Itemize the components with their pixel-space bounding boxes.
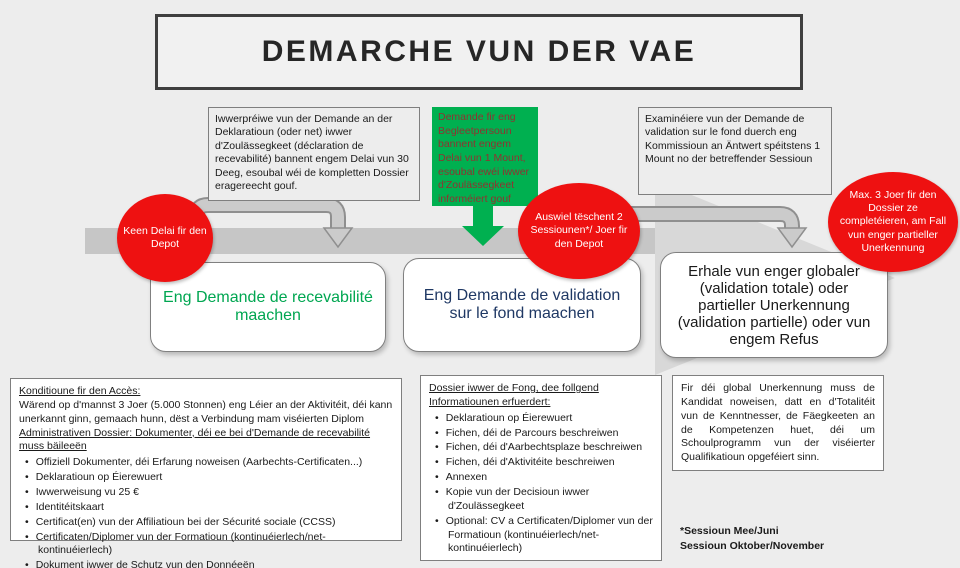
step-erhale-unerkennung bbox=[660, 252, 888, 358]
bullet-item: • Fichen, déi d'Aarbechtsplaze beschreiwen bbox=[435, 441, 653, 455]
note-begleetpersoun-text: Demande fir eng Begleetpersoun bannent engem Delai vun 1 Mount, esoubal ewéi iwwer d'Zoulässegkeet informéiert gouf bbox=[438, 111, 530, 205]
detail-dossier-fong-bullets bbox=[429, 412, 653, 557]
detail-konditioune-subheading: Administrativen Dossier: Dokumenter, déi ee bei d'Demande de recevabilité muss bäileeën bbox=[19, 426, 371, 453]
footnote-line-2: Sessioun Oktober/November bbox=[680, 539, 825, 552]
detail-dossier-fong bbox=[420, 375, 662, 561]
badge-keen-delai bbox=[117, 194, 213, 282]
note-recevabilite-check bbox=[208, 107, 420, 201]
bullet-item: • Fichen, déi d'Aktivitéite beschreiwen bbox=[435, 456, 653, 470]
title-box bbox=[155, 14, 803, 90]
bullet-item: • Certificaten/Diplomer vun der Formatioun (kontinuéierlech/net-kontinuéierlech) bbox=[25, 531, 393, 559]
detail-konditioune-bullets bbox=[19, 456, 393, 568]
step-demande-validation-label: Eng Demande de validation sur le fond maachen bbox=[423, 287, 621, 322]
detail-global-unerkennung-text: Fir déi global Unerkennung muss de Kandidat noweisen, datt en d'Totalitéit vun de Kenntnesser, de Fäegkeeten an de Kompetenzen huet, déi um Schoulprogramm vun der viséierter Qualifikatioun opgeféiert sinn. bbox=[681, 382, 875, 464]
badge-keen-delai-text: Keen Delai fir den Depot bbox=[123, 224, 207, 250]
bullet-item: • Kopie vun der Decisioun iwwer d'Zoulässegkeet bbox=[435, 486, 653, 514]
bullet-item: • Dokument iwwer de Schutz vun den Donnéeën bbox=[25, 559, 393, 568]
note-recevabilite-check-text: Iwwerpréiwe vun der Demande an der Deklaratioun (oder net) iwwer d'Zoulässegkeet (déclaration de recevabilité) bannent engem Delai vun 30 Deeg, esoubal wéi de kompletten Dossier eragereecht gouf. bbox=[215, 113, 409, 193]
footnote-sessiounen bbox=[680, 524, 900, 553]
footnote-line-1: *Sessioun Mee/Juni bbox=[680, 525, 779, 537]
detail-global-unerkennung bbox=[672, 375, 884, 471]
bullet-item: • Deklaratioun op Éierewuert bbox=[25, 471, 393, 485]
step-erhale-unerkennung-label: Erhale vun enger globaler (validation totale) oder partieller Unerkennung (validation partielle) oder vun engem Refus bbox=[677, 262, 871, 348]
detail-konditioune-paragraph: Wärend op d'mannst 3 Joer (5.000 Stonnen) eng Léier an der Aktivitéit, déi kann unerkannt ginn, gemaach hunn, dëst a Verbindung mam viséierten Diplom bbox=[19, 398, 393, 425]
badge-max-3-joer-text: Max. 3 Joer fir den Dossier ze completéieren, am Fall vun enger partieller Unerkennung bbox=[839, 189, 947, 254]
bullet-item: • Annexen bbox=[435, 471, 653, 485]
note-kommissioun bbox=[638, 107, 832, 195]
detail-konditioune-heading: Konditioune fir den Accès: bbox=[19, 385, 141, 397]
detail-konditioune bbox=[10, 378, 402, 568]
badge-auswiel-sessiounen bbox=[518, 183, 640, 279]
green-down-arrow-stem bbox=[473, 204, 493, 228]
note-begleetpersoun bbox=[432, 107, 538, 206]
bullet-item: • Offiziell Dokumenter, déi Erfarung noweisen (Aarbechts-Certificaten...) bbox=[25, 456, 393, 470]
badge-auswiel-sessiounen-text: Auswiel tëschent 2 Sessiounen*/ Joer fir den Depot bbox=[530, 211, 628, 250]
note-kommissioun-text: Examinéiere vun der Demande de validation sur le fond duerch eng Kommissioun an Äntwert spéitstens 1 Mount no der betreffender Sessioun bbox=[645, 113, 821, 166]
badge-max-3-joer bbox=[828, 172, 958, 272]
bullet-item: • Optional: CV a Certificaten/Diplomer vun der Formatioun (kontinuéierlech/net-kontinuéierlech) bbox=[435, 515, 653, 557]
bullet-item: • Deklaratioun op Éierewuert bbox=[435, 412, 653, 426]
page-title: DEMARCHE VUN DER VAE bbox=[261, 35, 697, 68]
bullet-item: • Iwwerweisung vu 25 € bbox=[25, 486, 393, 500]
step-demande-recevabilite-label: Eng Demande de recevabilité maachen bbox=[163, 289, 373, 324]
bullet-item: • Fichen, déi de Parcours beschreiwen bbox=[435, 427, 653, 441]
detail-dossier-fong-heading: Dossier iwwer de Fong, dee follgend Informatiounen erfuerdert: bbox=[429, 382, 599, 408]
bullet-item: • Identitéitskaart bbox=[25, 501, 393, 515]
bullet-item: • Certificat(en) vun der Affiliatioun bei der Sécurité sociale (CCSS) bbox=[25, 516, 393, 530]
